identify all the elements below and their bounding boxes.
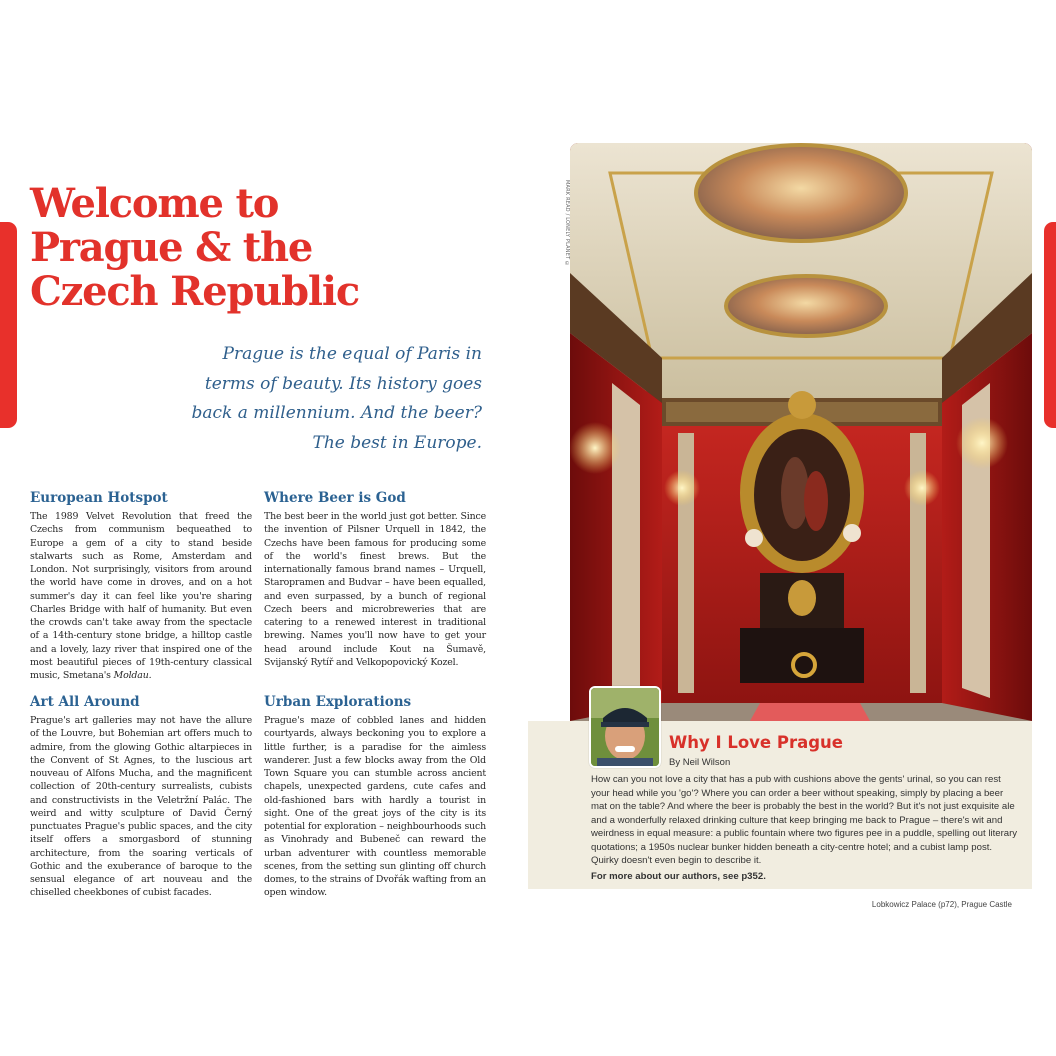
title-line-3: Czech Republic [30,268,360,315]
why-i-love-title: Why I Love Prague [669,733,843,752]
section-body-text: The 1989 Velvet Revolution that freed the Czechs from communism bequeathed to Europe a gem of a city to stand beside stalwarts such as Rome, Amsterdam and London. Not surprisingly, visitors from around the world have come in droves, and on a hot summer's day it can feel like you're sharing Charles Bridge with half of humanity. But even the crowds can't take away from the spectacle of a 14th-century stone bridge, a hilltop castle and a lovely, lazy river that inspired one of the most beautiful pieces of 19th-century classical music, Smetana's [30,511,252,681]
section-urban-explorations [264,694,486,900]
intro-line-4: The best in Europe. [312,432,482,453]
why-i-love-text: How can you not love a city that has a pub with cushions above the gents' urinal, so you can rest your head while you 'go'? Where you can order a beer without speaking, simply by placing a beer mat on the table? And where the beer is probably the best in the world? But it's not just exquisite ale and a wonderfully relaxed drinking culture that keep bringing me back to Prague – there's wit and weirdness in equal measure: a public fountain where two figures pee in a puddle, spelling out literary quotations; a 1950s nuclear bunker hidden beneath a city-centre hotel; and a cubist lamp post. Quirky doesn't even begin to describe it. [591,774,1018,866]
authors-reference: For more about our authors, see p352. [591,871,766,882]
intro-line-2: terms of beauty. Its history goes [204,373,482,394]
title-line-2: Prague & the [30,224,313,271]
section-body [30,510,252,682]
author-byline: By Neil Wilson [669,757,731,768]
section-heading: Urban Explorations [264,694,412,710]
author-photo [589,686,661,768]
intro-line-3: back a millennium. And the beer? [191,403,482,423]
section-body: Prague's maze of cobbled lanes and hidden courtyards, always beckoning you to explore a little further, is a paradise for the aimless wanderer. Just a few blocks away from the Old Town Square you can stumble across ancient chapels, unexpected gardens, cute cafes and old-fashioned bars with hardly a tourist in sight. One of the great joys of the city is its potential for exploration – neighbourhoods such as Vinohrady and Bubeneč can reward the urban adventurer with countless memorable scenes, from the setting sun glinting off church domes, to the strains of Dvořák wafting from an open window. [264,715,486,899]
section-body: Prague's art galleries may not have the allure of the Louvre, but Bohemian art offers much to admire, from the glowing Gothic altarpieces in the Convent of St Agnes, to the luscious art nouveau of Alfons Mucha, and the magnificent collection of 20th-century surrealists, cubists and constructivists in the Veletržní Palác. The weird and witty sculpture of David Černý punctuates Prague's public spaces, and the city itself offers a smorgasbord of stunning architecture, from the soaring verticals of Gothic and the exuberance of baroque to the sensual elegance of art nouveau and the chiselled cheekbones of cubist facades. [30,715,252,899]
section-body: The best beer in the world just got better. Since the invention of Pilsner Urquell in 1842, the Czechs have been famous for producing some of the world's finest brews. But the internationally famous brand names – Urquell, Staropramen and Budvar – have been equalled, and even surpassed, by a bunch of regional Czech beers and microbreweries that are catering to a renewed interest in traditional brewing. Names you'll now have to get your head around include Kout na Šumavě, Svijanský Rytíř and Velkopopovický Kozel. [264,511,486,668]
section-heading: European Hotspot [30,490,168,506]
section-european-hotspot [30,490,252,682]
intro-line-1: Prague is the equal of Paris in [222,344,482,364]
section-art-all-around [30,694,252,900]
photo-caption: Lobkowicz Palace (p72), Prague Castle [871,900,1012,909]
section-body-end: . [148,670,152,681]
section-heading: Art All Around [30,694,140,710]
page-title [30,182,530,314]
palace-interior-photo [570,143,1032,721]
title-line-1: Welcome to [30,180,279,227]
section-where-beer-is-god [264,490,486,669]
left-red-tab [0,222,17,428]
photo-credit: MARK READ / LONELY PLANET © [564,180,570,268]
section-body-italic: Moldau [113,670,149,681]
section-heading: Where Beer is God [264,490,406,506]
right-red-tab [1044,222,1056,428]
intro-quote [170,340,482,458]
